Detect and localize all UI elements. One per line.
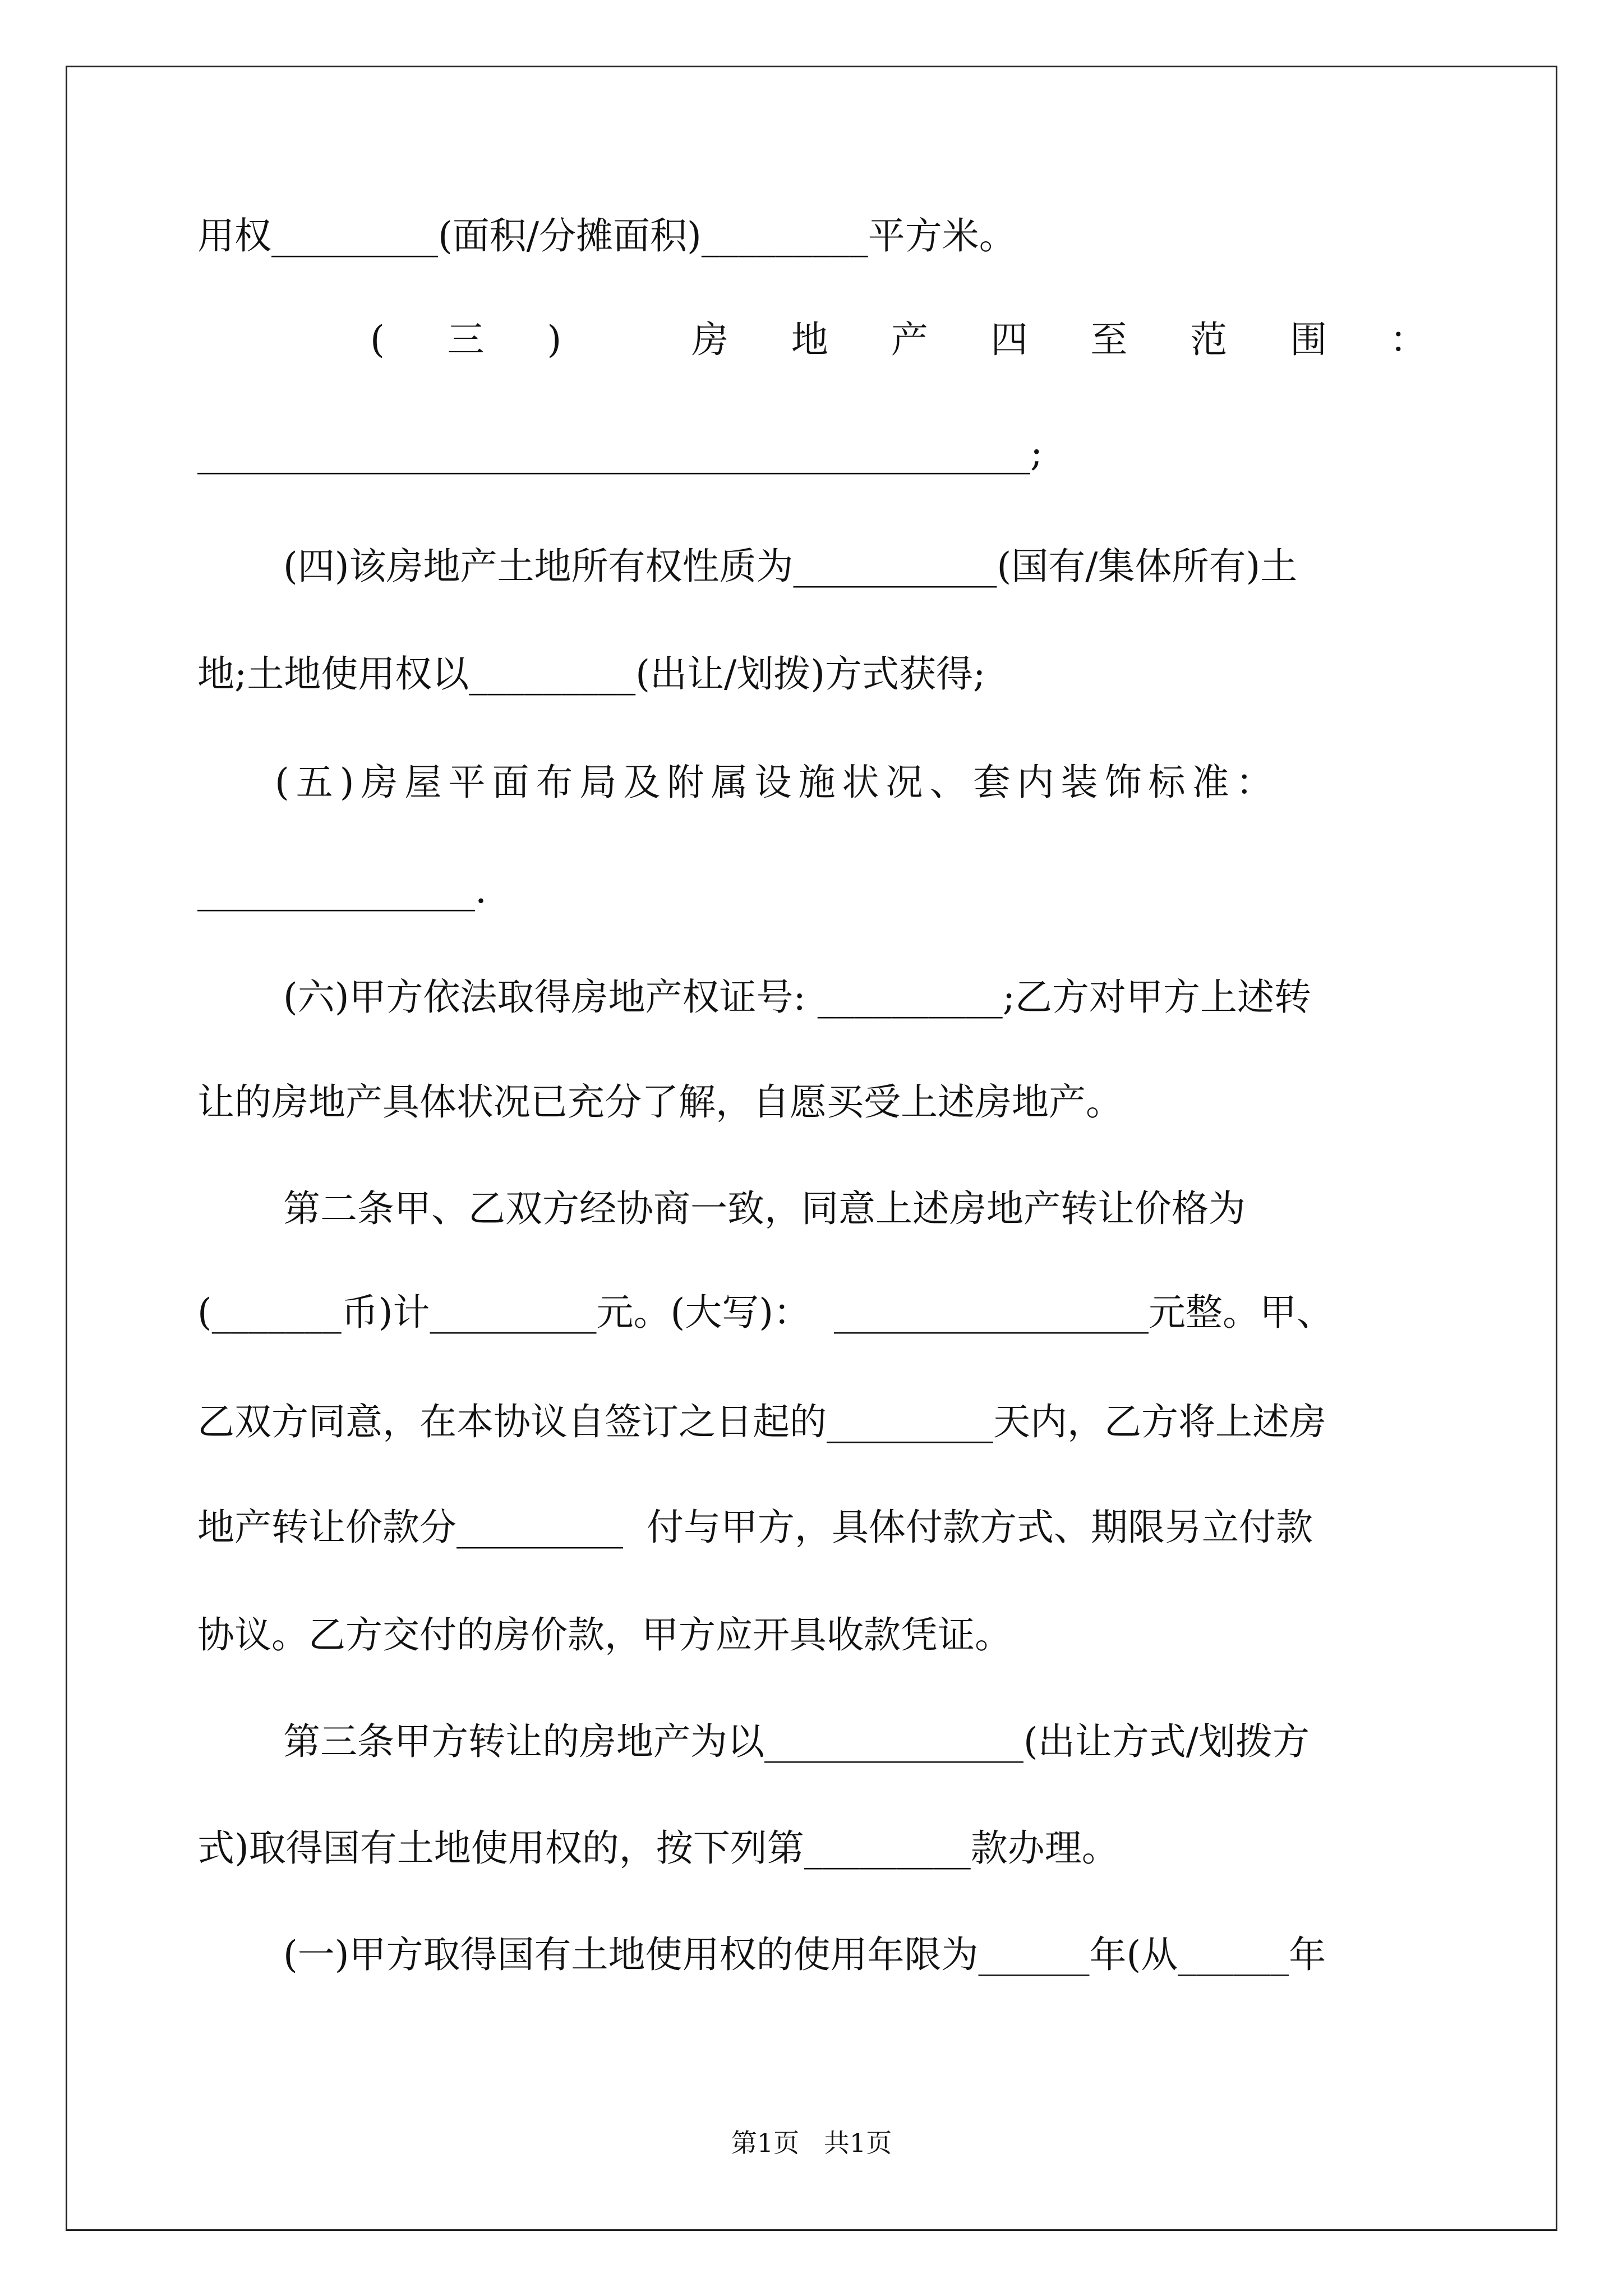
- text-line: (六)甲方依法取得房地产权证号: __________;乙方对甲方上述转: [283, 976, 1311, 1019]
- spaced-char: ): [547, 318, 562, 361]
- spaced-char: 范: [1190, 318, 1228, 361]
- text-line: 式)取得国有土地使用权的，按下列第_________款办理。: [197, 1826, 1119, 1870]
- text-line: _______________.: [197, 868, 487, 912]
- text-line-spaced: [370, 315, 1427, 365]
- text-line: (四)该房地产土地所有权性质为___________(国有/集体所有)土: [283, 545, 1298, 588]
- spaced-char: ：: [1389, 318, 1427, 361]
- page-border: [66, 66, 1557, 2231]
- text-line: 地产转让价款分_________ 付与甲方，具体付款方式、期限另立付款: [197, 1506, 1313, 1549]
- text-line: 协议。乙方交付的房价款，甲方应开具收款凭证。: [197, 1613, 1012, 1657]
- text-line: (一)甲方取得国有土地使用权的使用年限为______年(从______年: [283, 1933, 1326, 1976]
- text-line: 第三条甲方转让的房地产为以______________(出让方式/划拨方: [283, 1720, 1310, 1763]
- spaced-char: 房: [691, 318, 729, 361]
- text-line: 第二条甲、乙双方经协商一致，同意上述房地产转让价格为: [283, 1187, 1246, 1230]
- spaced-char: 地: [791, 318, 828, 361]
- text-line: 乙双方同意，在本协议自签订之日起的_________天内，乙方将上述房: [197, 1400, 1326, 1443]
- text-line: (_______币)计_________元。(大写)： _________________元整。甲、: [197, 1291, 1334, 1334]
- spaced-char: 产: [891, 318, 928, 361]
- page-footer: 第1页 共1页: [731, 2128, 892, 2158]
- text-line: 用权_________(面积/分摊面积)_________平方米。: [197, 214, 1016, 257]
- spaced-char: (: [370, 318, 385, 361]
- text-line: 地;土地使用权以_________(出让/划拨)方式获得;: [197, 652, 986, 696]
- text-line: 让的房地产具体状况已充分了解，自愿买受上述房地产。: [197, 1080, 1123, 1124]
- spaced-char: 至: [1090, 318, 1128, 361]
- spaced-char: 围: [1290, 318, 1327, 361]
- text-line: _____________________________________________;: [197, 431, 1043, 475]
- spaced-char: 四: [990, 318, 1028, 361]
- spaced-char: 三: [447, 318, 485, 361]
- text-line: (五)房屋平面布局及附属设施状况、套内装饰标准：: [275, 761, 1280, 804]
